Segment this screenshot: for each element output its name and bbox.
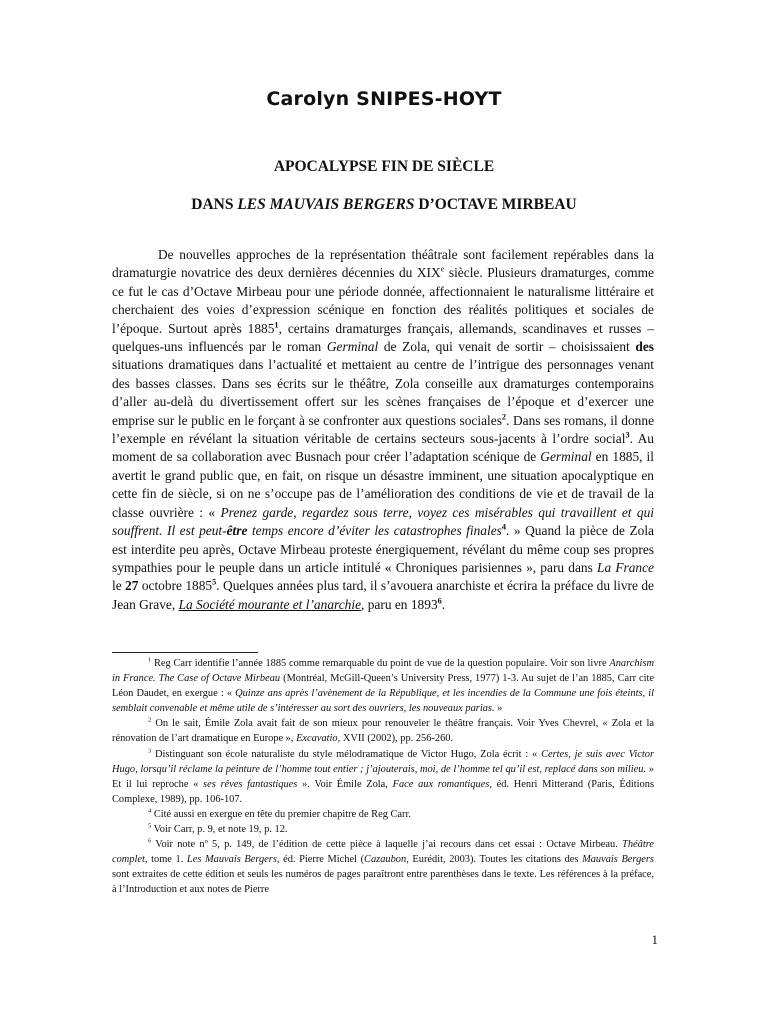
footnote-italic: Quinze ans après l’avènement de la République, et les incendies de la Commune une fois éteints, il semblait convenable et même utile de s’intéresser au sort des ouvriers, les nouveaux parias. bbox=[112, 688, 654, 715]
author-name: Carolyn SNIPES-HOYT bbox=[266, 88, 502, 110]
footnote-5 bbox=[112, 822, 654, 837]
footnote-italic: Face aux romantiques bbox=[392, 778, 490, 790]
footnote-italic: Cazaubon bbox=[364, 854, 407, 866]
footnote-number: 1 bbox=[148, 656, 152, 664]
title-line-1: APOCALYPSE FIN DE SIÈCLE bbox=[273, 158, 495, 175]
title-line-2 bbox=[0, 196, 768, 214]
footnote-italic: Anarchism in France. The Case of Octave Mirbeau bbox=[112, 658, 654, 685]
bold-date: 27 bbox=[125, 578, 139, 594]
body-text: octobre 1885 bbox=[138, 578, 213, 594]
footnote-text: , XVII (2002), pp. 256-260. bbox=[337, 733, 454, 745]
footnote-italic: Les Mauvais Bergers bbox=[186, 854, 277, 866]
footnote-italic: Théâtre complet bbox=[112, 839, 654, 866]
body-text: De nouvelles approches de la représentation théâtrale sont facilement repérables dans la dramaturgie novatrice des deux dernières décennies du XIX bbox=[112, 247, 654, 281]
footnote-text: Reg Carr identifie l’année 1885 comme remarquable du point de vue de la question populaire. Voir son livre bbox=[151, 658, 610, 669]
footnote-italic: Certes, je suis avec Victor Hugo, lorsqu’il réclame la peinture de l’homme tout entier ; j’ajouterais, moi, de l’homme tel qu’il est, replacé dans son milieu. bbox=[112, 748, 655, 775]
body-text: en 1885, il avertit le grand public que, en fait, on risque un désastre imminent, une situation apocalyptique en cette fin de siècle, si on ne s’occupe pas de l’amélioration des conditions de vie et de travail de la classe ouvrière : « bbox=[112, 449, 654, 520]
footnotes bbox=[112, 656, 654, 898]
zola-quote: temps encore d’éviter les catastrophes finales bbox=[247, 523, 502, 539]
footnote-ref[interactable]: 3 bbox=[625, 430, 630, 440]
footnote-number: 5 bbox=[148, 822, 152, 830]
footnote-number: 3 bbox=[148, 747, 152, 755]
footnote-4 bbox=[112, 807, 654, 822]
body-text: le bbox=[112, 578, 126, 594]
body-text: . Quelques années plus tard, il s’avouera anarchiste et écrira la préface du livre de Jean Grave, bbox=[112, 578, 654, 612]
body-text: de Zola, qui venait de sortir – choisissaient bbox=[378, 339, 636, 355]
footnote-ref[interactable]: 2 bbox=[501, 412, 507, 422]
footnote-italic: Mauvais Bergers bbox=[582, 854, 654, 866]
footnote-text: , tome 1. bbox=[144, 854, 187, 866]
body-paragraph bbox=[112, 246, 654, 614]
footnote-ref[interactable]: 1 bbox=[274, 320, 279, 330]
zola-quote: Prenez garde, regardez sous terre, voyez ces misérables qui travaillent et qui souffrent. Il est peut- bbox=[112, 504, 654, 539]
footnote-text: » bbox=[494, 703, 503, 715]
title-play-name: LES MAUVAIS BERGERS bbox=[237, 196, 415, 213]
footnote-ref[interactable]: 4 bbox=[501, 522, 507, 532]
body-text: , certains dramaturges français, allemands, scandinaves et russes – quelques-uns influencés par le roman bbox=[112, 320, 654, 355]
footnote-text: Cité aussi en exergue en tête du premier chapitre de Reg Carr. bbox=[151, 808, 411, 820]
footnote-text: (Montréal, McGill-Queen’s University Press, 1977) 1-3. Au sujet de l’an 1885, Carr cite Léon Daudet, en exergue : « bbox=[112, 673, 654, 700]
footnote-6 bbox=[112, 837, 654, 897]
zola-quote-bold: être bbox=[226, 523, 248, 539]
footnote-text: On le sait, Émile Zola avait fait de son mieux pour renouveler le théâtre français. Voir Yves Chevrel, « Zola et la rénovation de l’art dramatique en Europe », bbox=[112, 718, 654, 745]
book-title: Germinal bbox=[326, 339, 379, 355]
footnote-text: Voir note nº 5, p. 149, de l’édition de cette pièce à laquelle j’ai recours dans cet essai : Octave Mirbeau. bbox=[151, 839, 623, 851]
footnote-3 bbox=[112, 747, 654, 807]
book-title: Germinal bbox=[540, 449, 592, 465]
title-dans: DANS bbox=[191, 196, 238, 213]
century-superscript: e bbox=[440, 264, 445, 274]
footnote-text: , Eurédit, 2003). Toutes les citations des bbox=[406, 854, 583, 866]
footnote-number: 4 bbox=[148, 807, 152, 815]
footnote-ref[interactable]: 6 bbox=[437, 596, 442, 606]
body-text: , paru en 1893 bbox=[361, 596, 438, 612]
body-text: . Dans ses romans, il donne l’exemple en révélant la situation véritable de certains secteurs sous-jacents à l’ordre social bbox=[112, 412, 655, 447]
title-author-ref: D’OCTAVE MIRBEAU bbox=[414, 196, 577, 213]
body-text: . bbox=[441, 596, 446, 612]
footnote-separator bbox=[112, 652, 258, 653]
footnote-text: Voir Carr, p. 9, et note 19, p. 12. bbox=[151, 824, 288, 836]
body-text: situations dramatiques dans l’actualité et mettaient au centre de l’intrigue des personnages venant des basses classes. Dans ses écrits sur le théâtre, Zola conseille aux dramaturges contemporains d’aller au-delà du divertissement offert sur les scènes françaises de l’époque et d’exercer une emprise sur le public en le forçant à se confronter aux questions sociales bbox=[112, 357, 654, 428]
footnote-italic: ses rêves fantastiques bbox=[203, 778, 298, 790]
footnote-text: Distinguant son école naturaliste du style mélodramatique de Victor Hugo, Zola écrit : « bbox=[151, 748, 542, 760]
page-number: 1 bbox=[651, 932, 658, 947]
footnote-text: » Et il lui reproche « bbox=[112, 763, 654, 790]
footnote-ref[interactable]: 5 bbox=[212, 577, 217, 587]
footnote-text: ». Voir Émile Zola, bbox=[297, 778, 393, 790]
footnote-number: 2 bbox=[148, 716, 152, 724]
footnote-2 bbox=[112, 716, 654, 746]
footnote-text: , éd. Henri Mitterand (Paris, Éditions Complexe, 1989), pp. 106-107. bbox=[112, 778, 654, 805]
footnote-italic: Excavatio bbox=[296, 733, 338, 745]
book-title: La Société mourante et l’anarchie bbox=[178, 596, 362, 612]
newspaper-title: La France bbox=[597, 559, 654, 575]
footnote-number: 6 bbox=[148, 837, 152, 845]
footnote-text: sont extraites de cette édition et seuls les numéros de pages paraîtront entre parenthèses dans le texte. Les références à la préface, à l’Introduction et aux notes de Pierre bbox=[112, 869, 654, 896]
footnote-1 bbox=[112, 656, 654, 716]
bold-word: des bbox=[635, 339, 655, 355]
body-text: . » Quand la pièce de Zola est interdite peu après, Octave Mirbeau proteste énergiquement, révélant du même coup ses propres sympathies pour le peuple dans un article intitulé « Chroniques parisiennes », paru dans bbox=[112, 523, 654, 575]
body-text: siècle. Plusieurs dramaturges, comme ce fut le cas d’Octave Mirbeau pour une période donnée, affectionnaient le naturalisme littéraire et cherchaient des voies d’expression scénique en fonction des réalités politiques et sociales de l’époque. Surtout après 1885 bbox=[112, 265, 654, 336]
body-text: . Au moment de sa collaboration avec Busnach pour créer l’adaptation scénique de bbox=[112, 431, 654, 465]
footnote-text: , éd. Pierre Michel ( bbox=[276, 854, 365, 866]
